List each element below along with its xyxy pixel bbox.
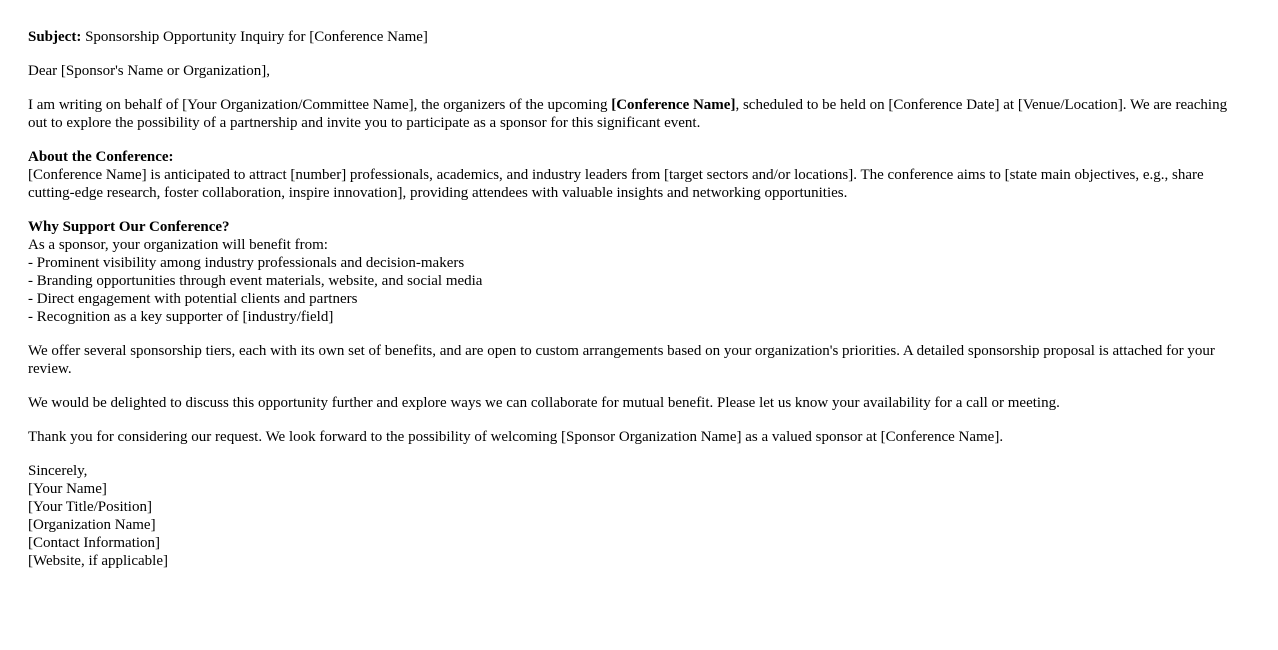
subject-line	[28, 28, 1250, 46]
signature-contact: [Contact Information]	[28, 535, 161, 551]
why-lead: As a sponsor, your organization will benefit from:	[28, 237, 328, 253]
signature-block	[28, 462, 1250, 570]
signature-name: [Your Name]	[28, 481, 107, 497]
subject-label: Subject:	[28, 29, 82, 45]
subject-text: Sponsorship Opportunity Inquiry for [Conference Name]	[85, 29, 428, 45]
about-section	[28, 148, 1250, 202]
signature-website: [Website, if applicable]	[28, 553, 168, 569]
why-heading: Why Support Our Conference?	[28, 219, 230, 235]
signature-title: [Your Title/Position]	[28, 499, 152, 515]
signature-organization: [Organization Name]	[28, 517, 156, 533]
benefit-item: - Prominent visibility among industry professionals and decision-makers	[28, 255, 465, 271]
intro-paragraph	[28, 96, 1250, 132]
intro-conference-name: [Conference Name]	[611, 97, 736, 113]
discuss-paragraph: We would be delighted to discuss this opportunity further and explore ways we can collaborate for mutual benefit. Please let us know your availability for a call or meeting.	[28, 395, 1060, 411]
closing: Sincerely,	[28, 463, 88, 479]
benefit-item: - Recognition as a key supporter of [industry/field]	[28, 309, 334, 325]
benefit-item: - Branding opportunities through event materials, website, and social media	[28, 273, 483, 289]
about-heading: About the Conference:	[28, 149, 174, 165]
tiers-paragraph: We offer several sponsorship tiers, each with its own set of benefits, and are open to custom arrangements based on your organization's priorities. A detailed sponsorship proposal is attached for your review.	[28, 343, 1215, 377]
why-section	[28, 218, 1250, 326]
greeting: Dear [Sponsor's Name or Organization],	[28, 63, 270, 79]
intro-text-after: , scheduled to be held on [Conference Date] at [Venue/Location]. We are reaching out to explore the possibility of a partnership and invite you to participate as a sponsor for this significant event.	[28, 97, 1228, 131]
letter-body	[28, 28, 1250, 586]
about-text: [Conference Name] is anticipated to attract [number] professionals, academics, and industry leaders from [target sectors and/or locations]. The conference aims to [state main objectives, e.g., share cutting-edge research, foster collaboration, inspire innovation], providing attendees with valuable insights and networking opportunities.	[28, 167, 1204, 201]
thanks-paragraph: Thank you for considering our request. We look forward to the possibility of welcoming [Sponsor Organization Name] as a valued sponsor at [Conference Name].	[28, 429, 1004, 445]
benefit-item: - Direct engagement with potential clients and partners	[28, 291, 358, 307]
intro-text-before: I am writing on behalf of [Your Organization/Committee Name], the organizers of the upcoming	[28, 97, 612, 113]
